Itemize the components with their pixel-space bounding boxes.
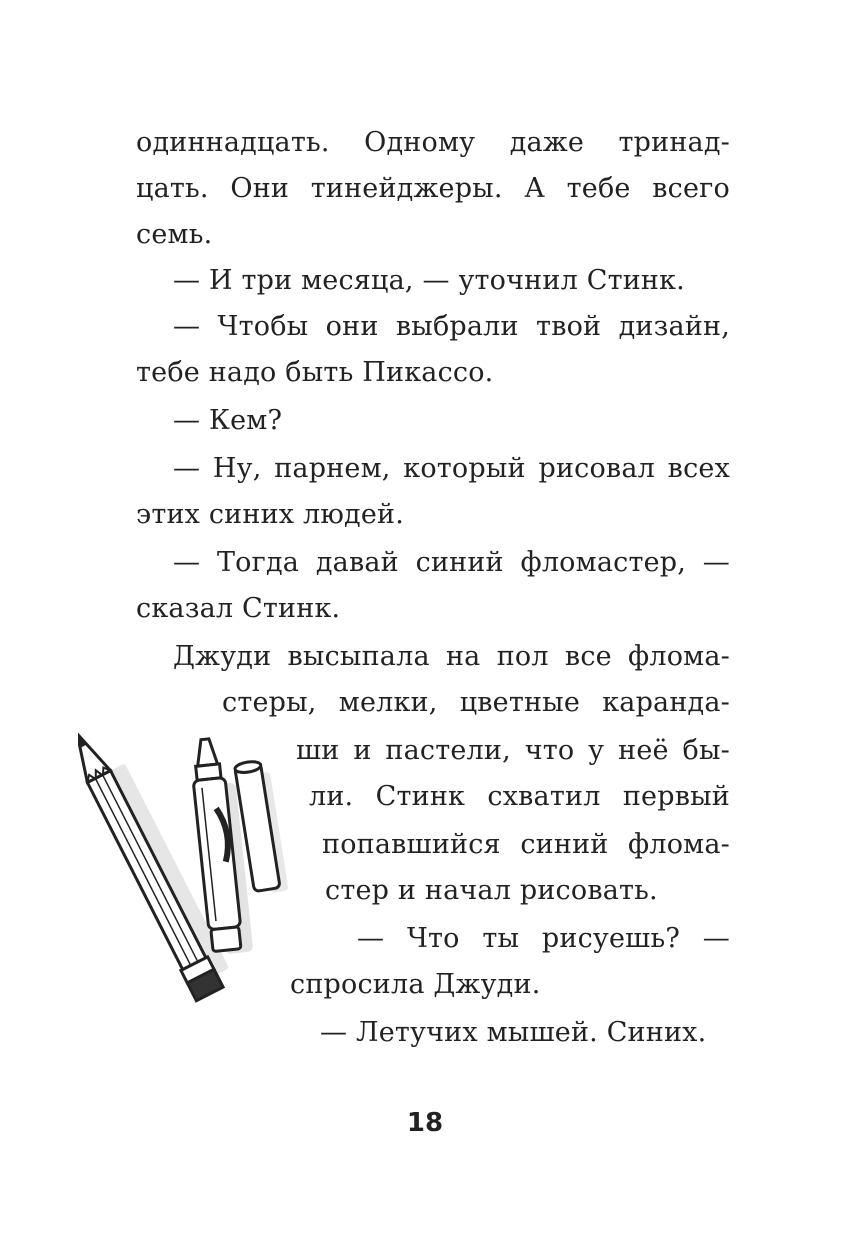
text-line: стеры, мелки, цветные каранда-	[222, 687, 730, 718]
text-line: попавшийся синий флома-	[322, 829, 730, 860]
text-line: Джуди высыпала на пол все флома-	[173, 641, 730, 672]
art-supplies-illustration	[78, 725, 298, 1015]
text-line: — Что ты рисуешь? —	[357, 923, 730, 954]
text-line: сказал Стинк.	[136, 593, 341, 624]
text-line: — И три месяца, — уточнил Стинк.	[173, 265, 685, 296]
text-line: ши и пастели, что у неё бы-	[296, 735, 730, 766]
text-line: стер и начал рисовать.	[325, 875, 658, 906]
text-line: семь.	[136, 219, 213, 250]
text-line: этих синих людей.	[136, 499, 405, 530]
text-line: тебе надо быть Пикассо.	[136, 357, 494, 388]
text-line: спросила Джуди.	[290, 969, 541, 1000]
text-line: цать. Они тинейджеры. А тебе всего	[136, 173, 730, 204]
text-line: — Кем?	[173, 405, 283, 436]
text-line: одиннадцать. Одному даже тринад-	[136, 127, 730, 158]
text-line: ли. Стинк схватил первый	[309, 781, 730, 812]
page-number: 18	[406, 1108, 444, 1138]
text-line: — Летучих мышей. Синих.	[320, 1017, 707, 1048]
text-line: — Ну, парнем, который рисовал всех	[173, 453, 730, 484]
text-line: — Тогда давай синий фломастер, —	[173, 547, 730, 578]
text-line: — Чтобы они выбрали твой дизайн,	[173, 311, 730, 342]
